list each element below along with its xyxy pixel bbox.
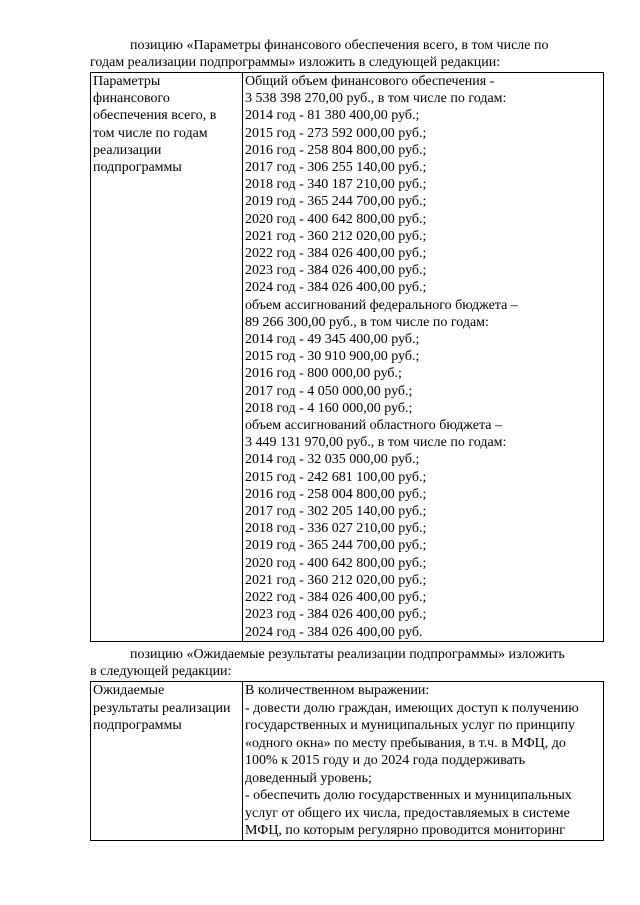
financing-details-cell [243, 73, 604, 642]
row-header-line: обеспечения всего, в [93, 108, 217, 124]
financing-line: объем ассигнований федерального бюджета – [245, 297, 518, 313]
financing-line: 89 266 300,00 руб., в том числе по годам: [245, 314, 489, 330]
row-header-line: финансового [93, 91, 170, 107]
expected-results-table [90, 681, 604, 841]
financing-line: 2023 год - 384 026 400,00 руб.; [245, 263, 427, 279]
intro-2-line: позицию «Ожидаемые результаты реализации подпрограммы» изложить [130, 647, 565, 662]
table-row [91, 73, 604, 642]
intro-paragraph-1 [90, 38, 594, 71]
financing-line: 2022 год - 384 026 400,00 руб.; [245, 590, 427, 606]
financing-line: 2014 год - 32 035 000,00 руб.; [245, 452, 420, 468]
financing-line: 2024 год - 384 026 400,00 руб. [245, 624, 423, 640]
financing-line: 2023 год - 384 026 400,00 руб.; [245, 607, 427, 623]
financing-line: 2020 год - 400 642 800,00 руб.; [245, 555, 427, 571]
financing-line: 2015 год - 242 681 100,00 руб.; [245, 469, 427, 485]
results-line: В количественном выражении: [245, 683, 430, 698]
row-header-line: результаты реализации [93, 700, 231, 716]
table-row [91, 682, 604, 841]
row-header-line: подпрограммы [93, 160, 182, 176]
financing-line: 2017 год - 302 205 140,00 руб.; [245, 504, 427, 520]
financing-line: 2024 год - 384 026 400,00 руб.; [245, 280, 427, 296]
financing-line: 2016 год - 258 804 800,00 руб.; [245, 142, 427, 158]
row-header-line: Параметры [93, 74, 161, 89]
row-header-line: реализации [93, 142, 162, 158]
intro-2-line: в следующей редакции: [90, 663, 232, 679]
financing-line: Общий объем финансового обеспечения - [245, 74, 495, 89]
financing-line: 3 538 398 270,00 руб., в том числе по годам: [245, 91, 507, 107]
financing-line: 2018 год - 4 160 000,00 руб.; [245, 400, 413, 416]
intro-1-line: годам реализации подпрограммы» изложить в следующей редакции: [90, 54, 501, 70]
financing-line: 2014 год - 81 380 400,00 руб.; [245, 108, 420, 124]
financing-line: 2016 год - 258 004 800,00 руб.; [245, 486, 427, 502]
financing-line: 2015 год - 273 592 000,00 руб.; [245, 125, 427, 141]
financing-line: 2016 год - 800 000,00 руб.; [245, 366, 402, 382]
row-header-line: том числе по годам [93, 125, 208, 141]
expected-results-cell [243, 682, 604, 841]
row-header-line: Ожидаемые [93, 683, 165, 698]
financing-line: 2019 год - 365 244 700,00 руб.; [245, 538, 427, 554]
intro-paragraph-2 [90, 647, 594, 680]
financing-line: 2020 год - 400 642 800,00 руб.; [245, 211, 427, 227]
results-line: 100% к 2015 году и до 2024 года поддерживать [245, 753, 526, 768]
row-header-cell [91, 73, 243, 642]
financing-line: 2021 год - 360 212 020,00 руб.; [245, 572, 427, 588]
results-line: МФЦ, по которым регулярно проводится мониторинг [245, 823, 565, 838]
results-line: «одного окна» по месту пребывания, в т.ч. в МФЦ, до [245, 735, 566, 751]
results-line: доведенный уровень; [245, 770, 372, 786]
results-line: - довести долю граждан, имеющих доступ к получению [245, 700, 579, 716]
intro-1-line: позицию «Параметры финансового обеспечения всего, в том числе по [130, 38, 549, 53]
results-line: - обеспечить долю государственных и муниципальных [245, 788, 572, 803]
financing-line: 2017 год - 4 050 000,00 руб.; [245, 383, 413, 399]
financing-line: 2018 год - 336 027 210,00 руб.; [245, 521, 427, 537]
financing-line: 2018 год - 340 187 210,00 руб.; [245, 177, 427, 193]
financing-parameters-table [90, 72, 604, 642]
financing-line: объем ассигнований областного бюджета – [245, 418, 502, 434]
financing-line: 2019 год - 365 244 700,00 руб.; [245, 194, 427, 210]
results-line: услуг от общего их числа, предоставляемых в системе [245, 805, 570, 821]
financing-line: 3 449 131 970,00 руб., в том числе по годам: [245, 435, 507, 451]
results-line: государственных и муниципальных услуг по принципу [245, 718, 575, 733]
financing-line: 2017 год - 306 255 140,00 руб.; [245, 160, 427, 176]
row-header-line: подпрограммы [93, 718, 182, 733]
row-header-cell [91, 682, 243, 841]
financing-line: 2014 год - 49 345 400,00 руб.; [245, 332, 420, 348]
financing-line: 2015 год - 30 910 900,00 руб.; [245, 349, 420, 365]
financing-line: 2021 год - 360 212 020,00 руб.; [245, 228, 427, 244]
financing-line: 2022 год - 384 026 400,00 руб.; [245, 246, 427, 262]
